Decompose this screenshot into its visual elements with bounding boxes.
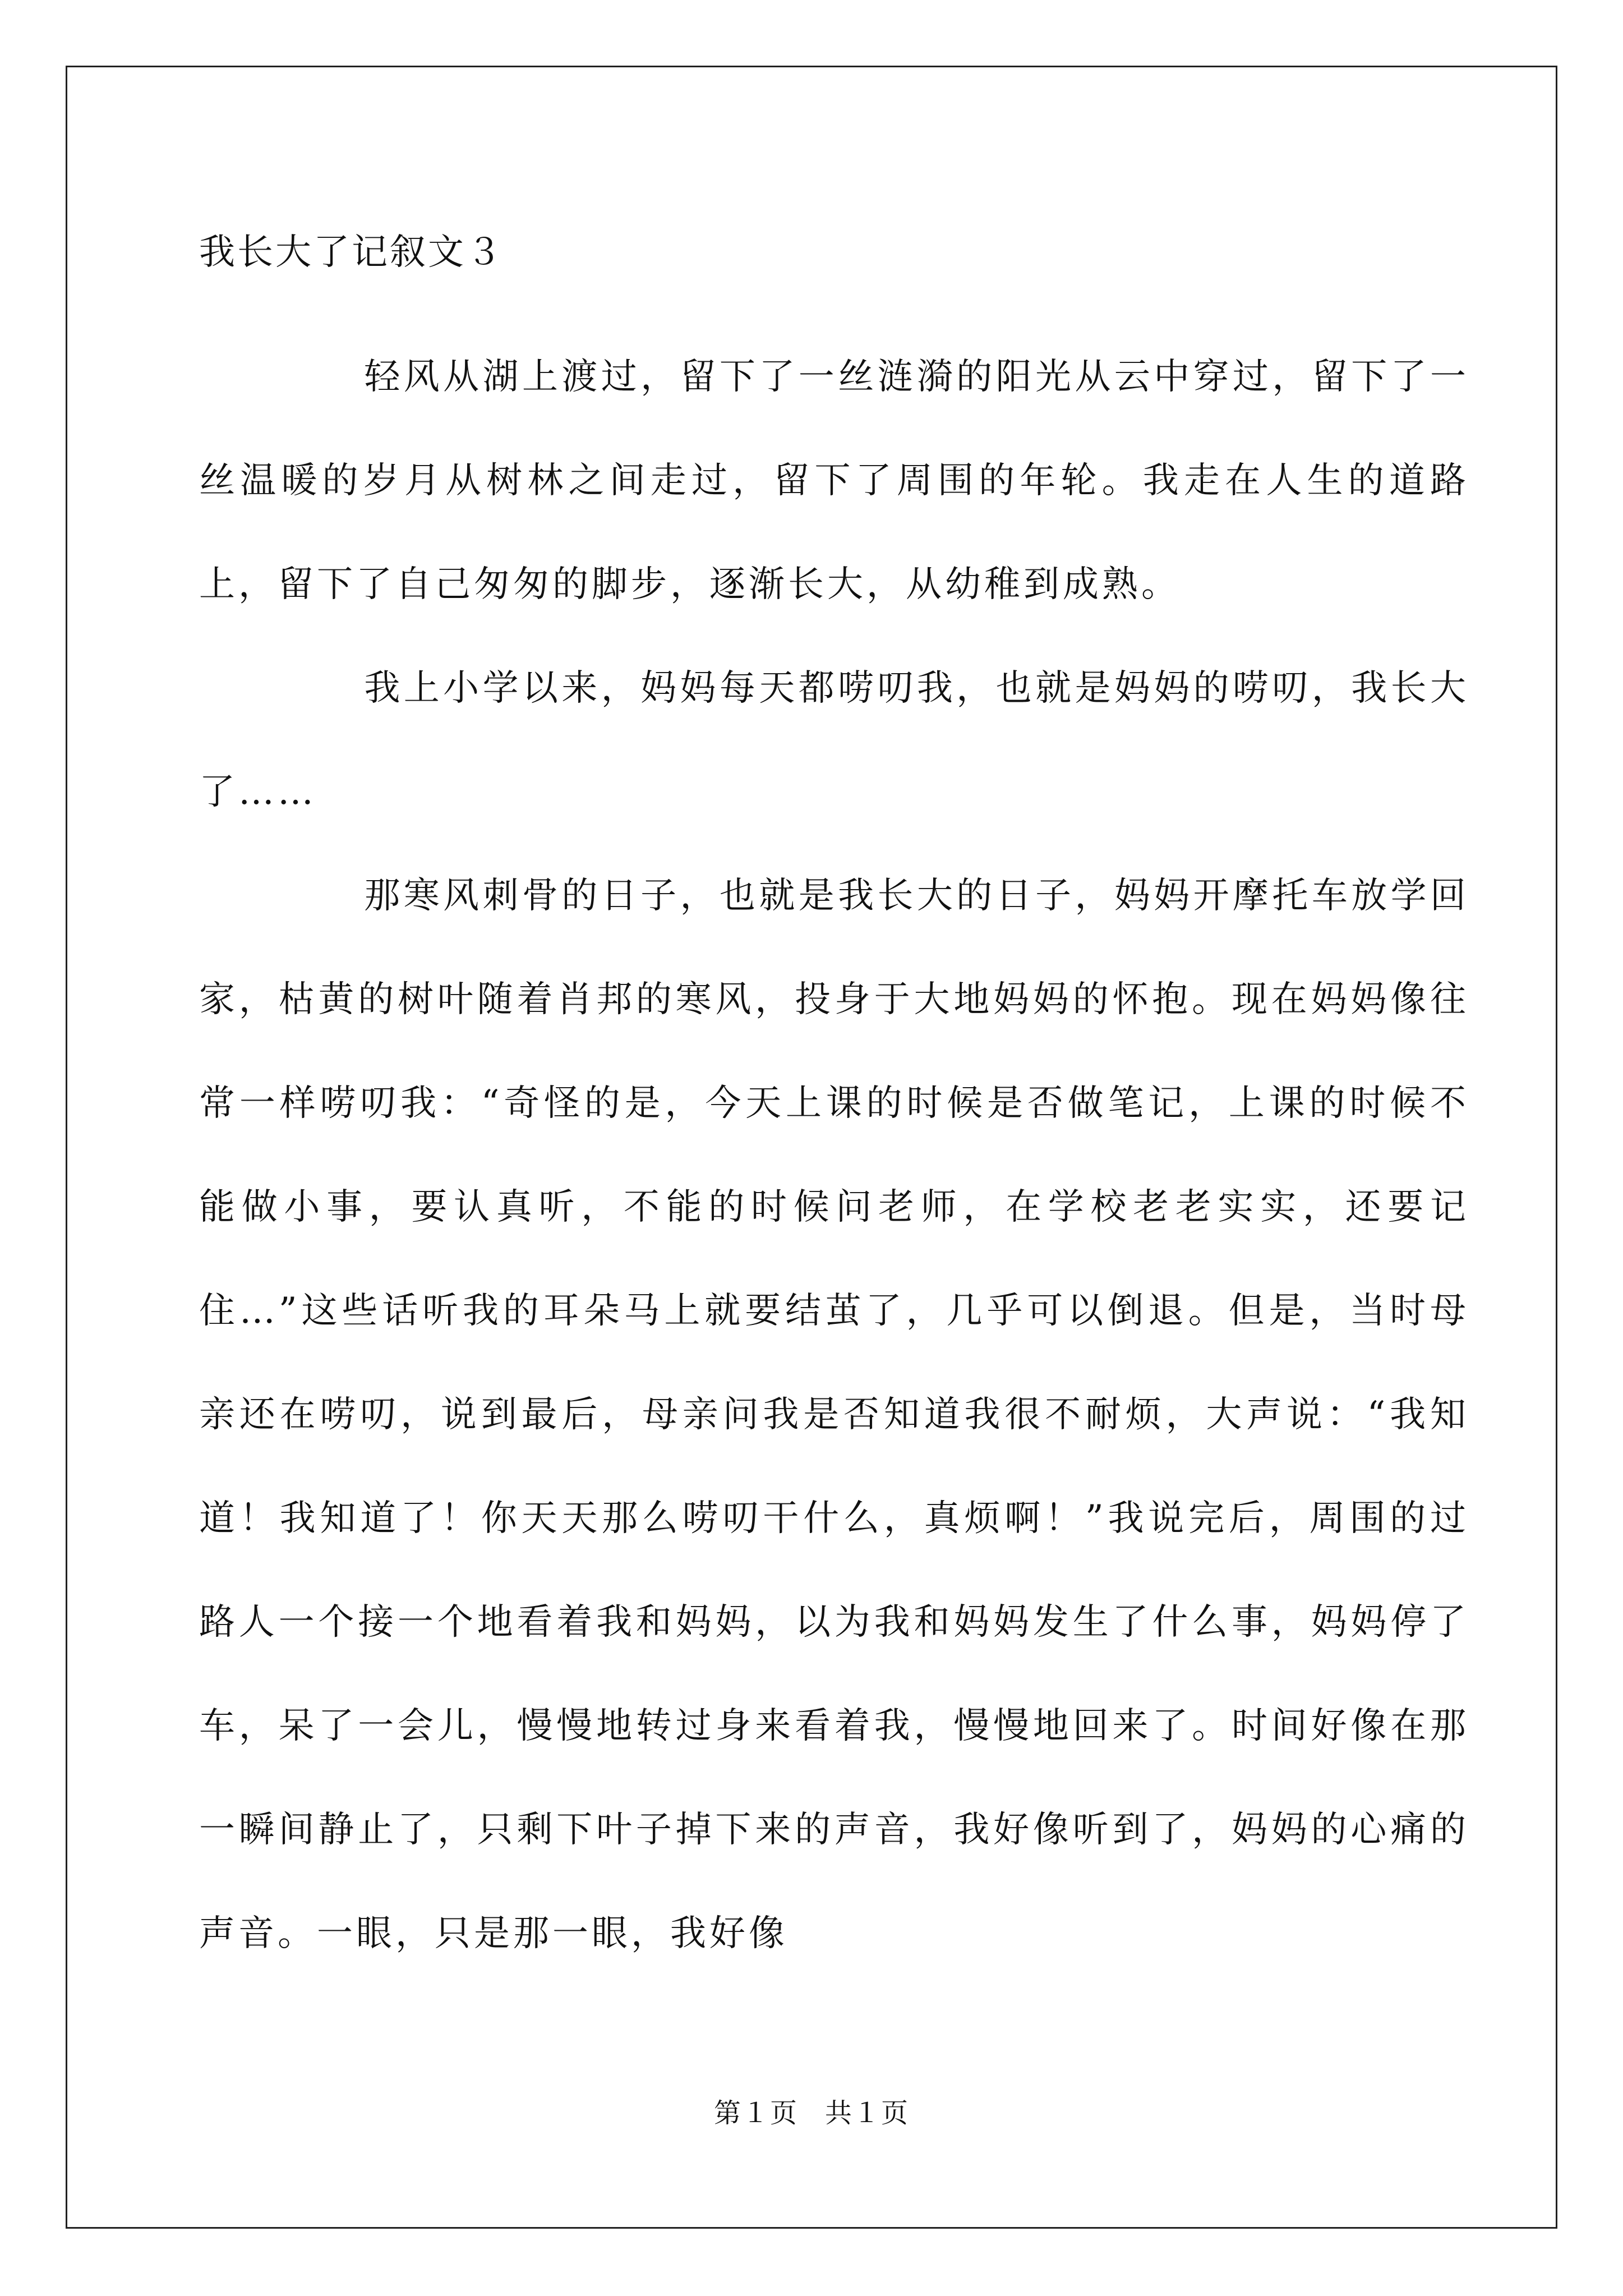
page-footer	[0, 2091, 1623, 2130]
paragraph-3: 那寒风刺骨的日子，也就是我长大的日子，妈妈开摩托车放学回家，枯黄的树叶随着肖邦的寒风，投身于大地妈妈的怀抱。现在妈妈像往常一样唠叨我：“奇怪的是，今天上课的时候是否做笔记，上课的时候不能做小事，要认真听，不能的时候问老师，在学校老老实实，还要记住…”这些话听我的耳朵马上就要结茧了，几乎可以倒退。但是，当时母亲还在唠叨，说到最后，母亲问我是否知道我很不耐烦，大声说：“我知道！我知道了！你天天那么唠叨干什么，真烦啊！”我说完后，周围的过路人一个接一个地看着我和妈妈，以为我和妈妈发生了什么事，妈妈停了车，呆了一会儿，慢慢地转过身来看着我，慢慢地回来了。时间好像在那一瞬间静止了，只剩下叶子掉下来的声音，我好像听到了，妈妈的心痛的声音。一眼，只是那一眼，我好像	[199, 875, 1469, 1954]
page-number-total: 共１页	[825, 2097, 910, 2129]
paragraph-2: 我上小学以来，妈妈每天都唠叨我，也就是妈妈的唠叨，我长大了……	[199, 668, 1469, 813]
document-body	[199, 222, 1469, 1986]
document-title: 我长大了记叙文３	[199, 232, 504, 273]
paragraph-1: 轻风从湖上渡过，留下了一丝涟漪的阳光从云中穿过，留下了一丝温暖的岁月从树林之间走过，留下了周围的年轮。我走在人生的道路上，留下了自己匆匆的脚步，逐渐长大，从幼稚到成熟。	[199, 356, 1469, 605]
page-number-current: 第１页	[713, 2097, 798, 2129]
